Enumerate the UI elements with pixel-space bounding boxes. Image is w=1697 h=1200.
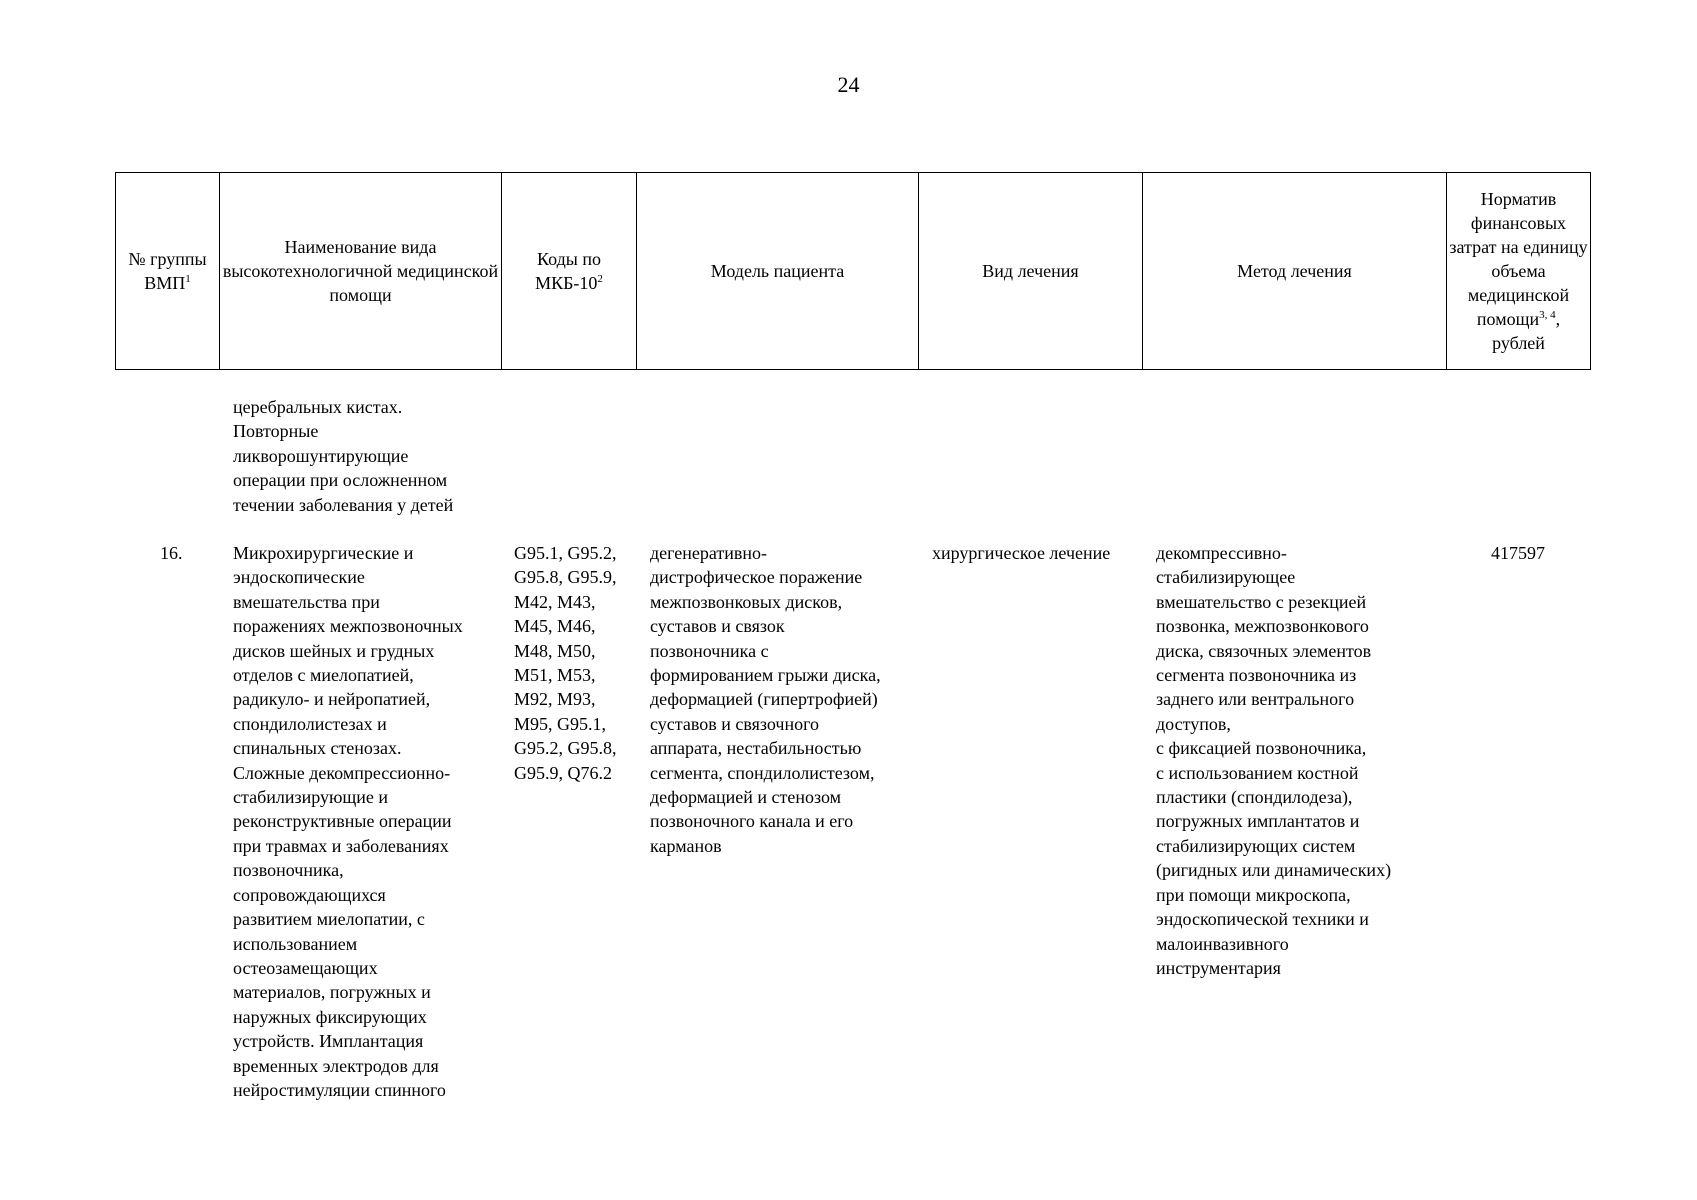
row-16-cost: 417597 (1491, 543, 1545, 563)
header-group-number: № группы ВМП$^1$ (116, 173, 220, 370)
table-header (115, 172, 1591, 370)
header-method: Метод лечения (1143, 173, 1447, 370)
continuation-name: церебральных кистах. Повторные ликворошунтирующие операции при осложненном течении заболевания у детей (233, 397, 454, 515)
row-16-method: декомпрессивно- стабилизирующее вмешательство с резекцией позвонка, межпозвонкового диска, связочных элементов сегмента позвоночника из заднего или вентрального доступов, с фиксацией позвоночника, с использованием костной пластики (спондилодеза), погружных имплантатов и стабилизирующих систем (ригидных или динамических) при помощи микроскопа, эндоскопической техники и малоинвазивного инструментария (1156, 543, 1392, 978)
header-name: Наименование вида высокотехнологичной медицинской помощи (220, 173, 502, 370)
header-cost-norm: Норматив финансовых затрат на единицу объема медицинской помощи$^{3, 4}$, рублей (1447, 173, 1591, 370)
header-icd-codes: Коды по МКБ-$10^2$ (502, 173, 637, 370)
row-16-treatment-type: хирургическое лечение (932, 543, 1111, 563)
header-treatment-type: Вид лечения (919, 173, 1143, 370)
row-16-codes: G95.1, G95.2, G95.8, G95.9, M42, M43, M45, M46, M48, M50, M51, M53, M92, M93, M95, G95.1, G95.2, G95.8, G95.9, Q76.2 (514, 543, 617, 783)
page-number: 24 (837, 72, 860, 97)
row-16-name: Микрохирургические и эндоскопические вмешательства при поражениях межпозвоночных дисков шейных и грудных отделов с миелопатией, радикуло- и нейропатией, спондилолистезах и спинальных стенозах. Сложные декомпрессионно- стабилизирующие и реконструктивные операции при травмах и заболеваниях позвоночника, сопровождающихся развитием миелопатии, с использованием остеозамещающих материалов, погружных и наружных фиксирующих устройств. Имплантация временных электродов для нейростимуляции спинного (233, 543, 463, 1100)
row-16-patient-model: дегенеративно- дистрофическое поражение межпозвонковых дисков, суставов и связок позвоночника с формированием грыжи диска, деформацией (гипертрофией) суставов и связочного аппарата, нестабильностью сегмента, спондилолистезом, деформацией и стенозом позвоночного канала и его карманов (650, 543, 881, 856)
header-patient-model: Модель пациента (637, 173, 919, 370)
row-16-number: 16. (160, 543, 183, 563)
